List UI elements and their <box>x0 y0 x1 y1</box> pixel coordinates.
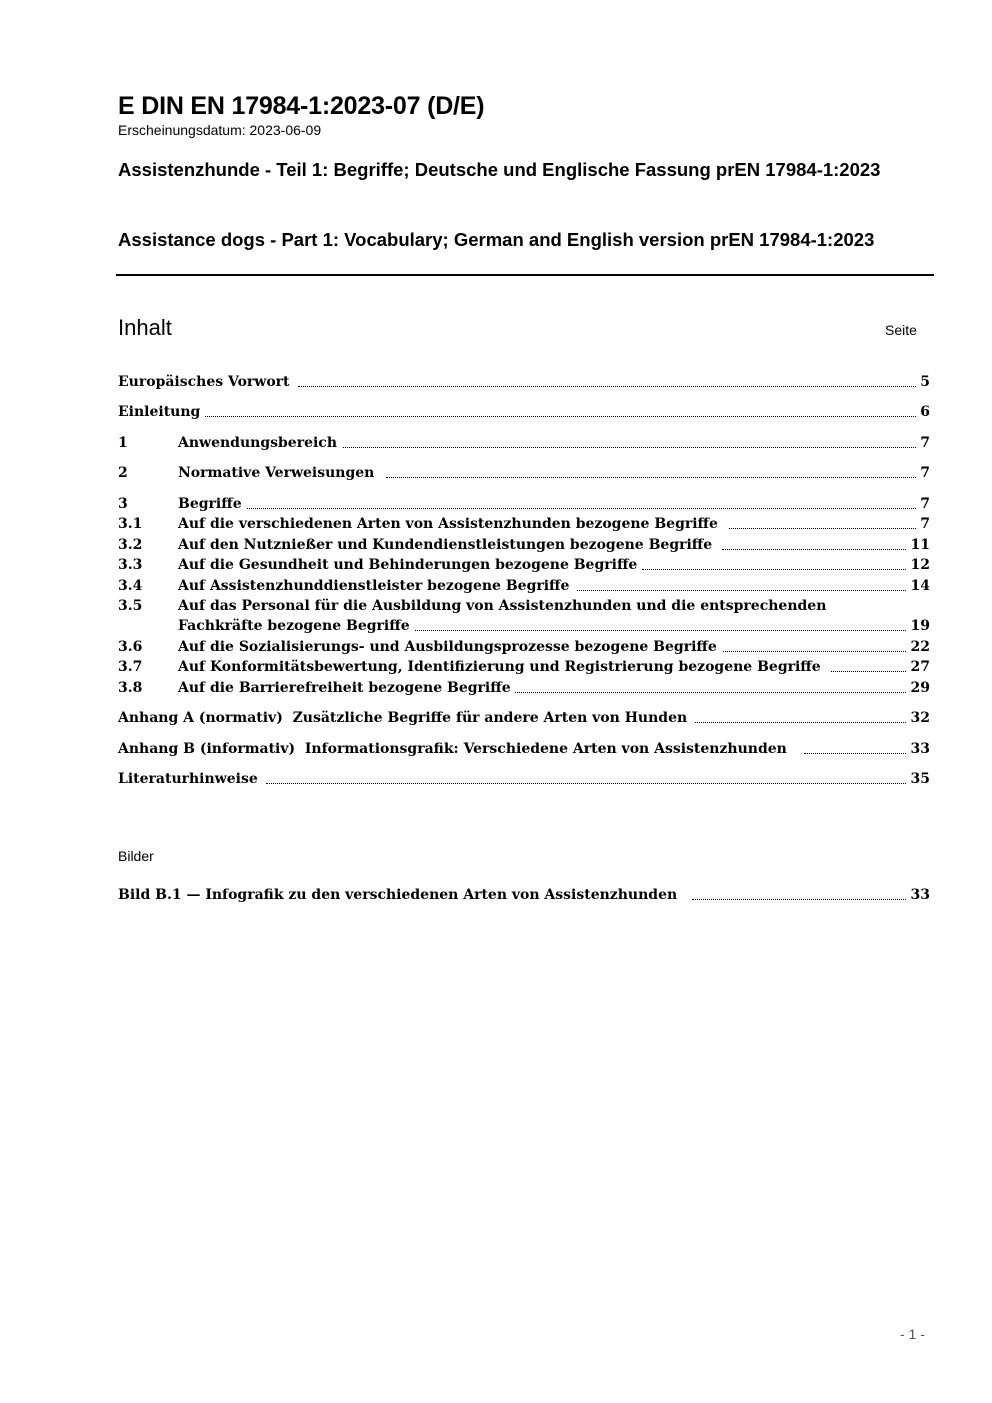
toc-entry-number: 3.4 <box>118 578 143 594</box>
dot-leader <box>245 508 916 509</box>
toc-entry-page: 35 <box>910 771 930 787</box>
toc-entry[interactable] <box>118 739 930 759</box>
document-id: E DIN EN 17984-1:2023-07 (D/E) <box>118 92 485 120</box>
toc-entry[interactable] <box>118 657 930 677</box>
toc-entry-number: 3.6 <box>118 639 143 655</box>
toc-entry-page: 29 <box>910 680 930 696</box>
toc-entry-page: 7 <box>920 435 930 451</box>
toc-entry-title: Anwendungsbereich <box>178 435 337 451</box>
toc-entry-number: 2 <box>118 465 128 481</box>
toc-entry-page: 7 <box>920 496 930 512</box>
dot-leader <box>729 528 916 529</box>
toc-entry-page: 33 <box>910 741 930 757</box>
toc-entry-title: Auf die Sozialisierungs- und Ausbildungsprozesse bezogene Begriffe <box>178 639 717 655</box>
toc-entry[interactable] <box>118 494 930 514</box>
toc-entry-number: 3.7 <box>118 659 143 675</box>
issue-date: Erscheinungsdatum: 2023-06-09 <box>118 122 322 138</box>
dot-leader <box>343 447 916 448</box>
title-german: Assistenzhunde - Teil 1: Begriffe; Deutsche und Englische Fassung prEN 17984-1:2023 <box>118 159 881 180</box>
dot-leader <box>722 549 906 550</box>
dot-leader <box>415 630 906 631</box>
toc-entry[interactable] <box>118 433 930 453</box>
toc-entry-page: 22 <box>910 639 930 655</box>
toc-entry-title: Auf die Barrierefreiheit bezogene Begriffe <box>178 680 511 696</box>
toc-entry-page: 19 <box>910 618 930 634</box>
toc-entry-title: Auf Assistenzhunddienstleister bezogene Begriffe <box>178 578 570 594</box>
title-english: Assistance dogs - Part 1: Vocabulary; German and English version prEN 17984-1:2023 <box>118 229 875 250</box>
toc-entry-title: Literaturhinweise <box>118 769 262 789</box>
toc-entry-continuation[interactable] <box>118 616 930 636</box>
dot-leader <box>298 386 916 387</box>
toc-entry-title: Anhang A (normativ) Zusätzliche Begriffe für andere Arten von Hunden <box>118 708 691 728</box>
toc-entry-title: Begriffe <box>178 494 246 514</box>
toc-entry-title: Auf die Gesundheit und Behinderungen bezogene Begriffe <box>178 557 638 573</box>
toc-entry-page: 7 <box>920 516 930 532</box>
toc-entry[interactable] <box>118 372 930 392</box>
dot-leader <box>692 899 906 900</box>
toc-entry[interactable] <box>118 596 930 616</box>
toc-entry[interactable] <box>118 402 930 422</box>
toc-entry-number: 1 <box>118 435 128 451</box>
toc-entry-page: 5 <box>920 374 930 390</box>
toc-entry[interactable] <box>118 769 930 789</box>
figure-entry-title: Bild B.1 — Infografik zu den verschiedenen Arten von Assistenzhunden <box>118 885 681 905</box>
toc-entry-title: Normative Verweisungen <box>178 463 378 483</box>
contents-heading: Inhalt <box>118 315 172 340</box>
figure-entry[interactable] <box>118 885 930 905</box>
dot-leader <box>831 671 906 672</box>
toc-entry-title: Auf Konformitätsbewertung, Identifizierung und Registrierung bezogene Begriffe <box>178 659 821 675</box>
dot-leader <box>642 569 906 570</box>
dot-leader <box>202 416 916 417</box>
figures-heading: Bilder <box>118 848 154 864</box>
toc-entry[interactable] <box>118 576 930 596</box>
toc-entry-number: 3.2 <box>118 537 143 553</box>
toc-entry-page: 7 <box>920 465 930 481</box>
toc-entry-page: 32 <box>910 710 930 726</box>
toc-entry-number: 3.5 <box>118 598 143 614</box>
toc-entry-page: 27 <box>910 659 930 675</box>
dot-leader <box>515 692 906 693</box>
toc-entry-page: 12 <box>910 557 930 573</box>
dot-leader <box>266 783 906 784</box>
toc-entry-title: Auf die verschiedenen Arten von Assistenzhunden bezogene Begriffe <box>178 516 718 532</box>
toc-entry[interactable] <box>118 678 930 698</box>
toc-entry-number: 3 <box>118 496 128 512</box>
toc-entry-number: 3.3 <box>118 557 143 573</box>
toc-entry-title: Auf den Nutznießer und Kundendienstleistungen bezogene Begriffe <box>178 537 713 553</box>
dot-leader <box>577 590 906 591</box>
figure-entry-page: 33 <box>910 887 930 903</box>
toc-entry-number: 3.8 <box>118 680 143 696</box>
toc-entry-page: 14 <box>910 578 930 594</box>
toc-entry[interactable] <box>118 535 930 555</box>
toc-entry[interactable] <box>118 514 930 534</box>
toc-entry[interactable] <box>118 708 930 728</box>
toc-entry[interactable] <box>118 463 930 483</box>
toc-entry-title: Auf das Personal für die Ausbildung von Assistenzhunden und die entsprechenden <box>178 598 827 614</box>
page-number: - 1 - <box>900 1326 925 1342</box>
toc-entry-number: 3.1 <box>118 516 143 532</box>
toc-entry-page: 11 <box>910 537 930 553</box>
toc-entry-title: Europäisches Vorwort <box>118 374 290 390</box>
dot-leader <box>804 753 906 754</box>
page-column-label: Seite <box>885 322 917 338</box>
dot-leader <box>386 477 916 478</box>
toc-entry-page: 6 <box>920 404 930 420</box>
toc-entry-title: Einleitung <box>118 402 204 422</box>
toc-entry-title-continuation: Fachkräfte bezogene Begriffe <box>178 618 410 634</box>
dot-leader <box>695 722 906 723</box>
dot-leader <box>723 651 906 652</box>
toc-entry[interactable] <box>118 555 930 575</box>
toc-entry-title: Anhang B (informativ) Informationsgrafik: Verschiedene Arten von Assistenzhunden <box>118 741 787 757</box>
header-divider <box>116 274 934 276</box>
toc-entry[interactable] <box>118 637 930 657</box>
